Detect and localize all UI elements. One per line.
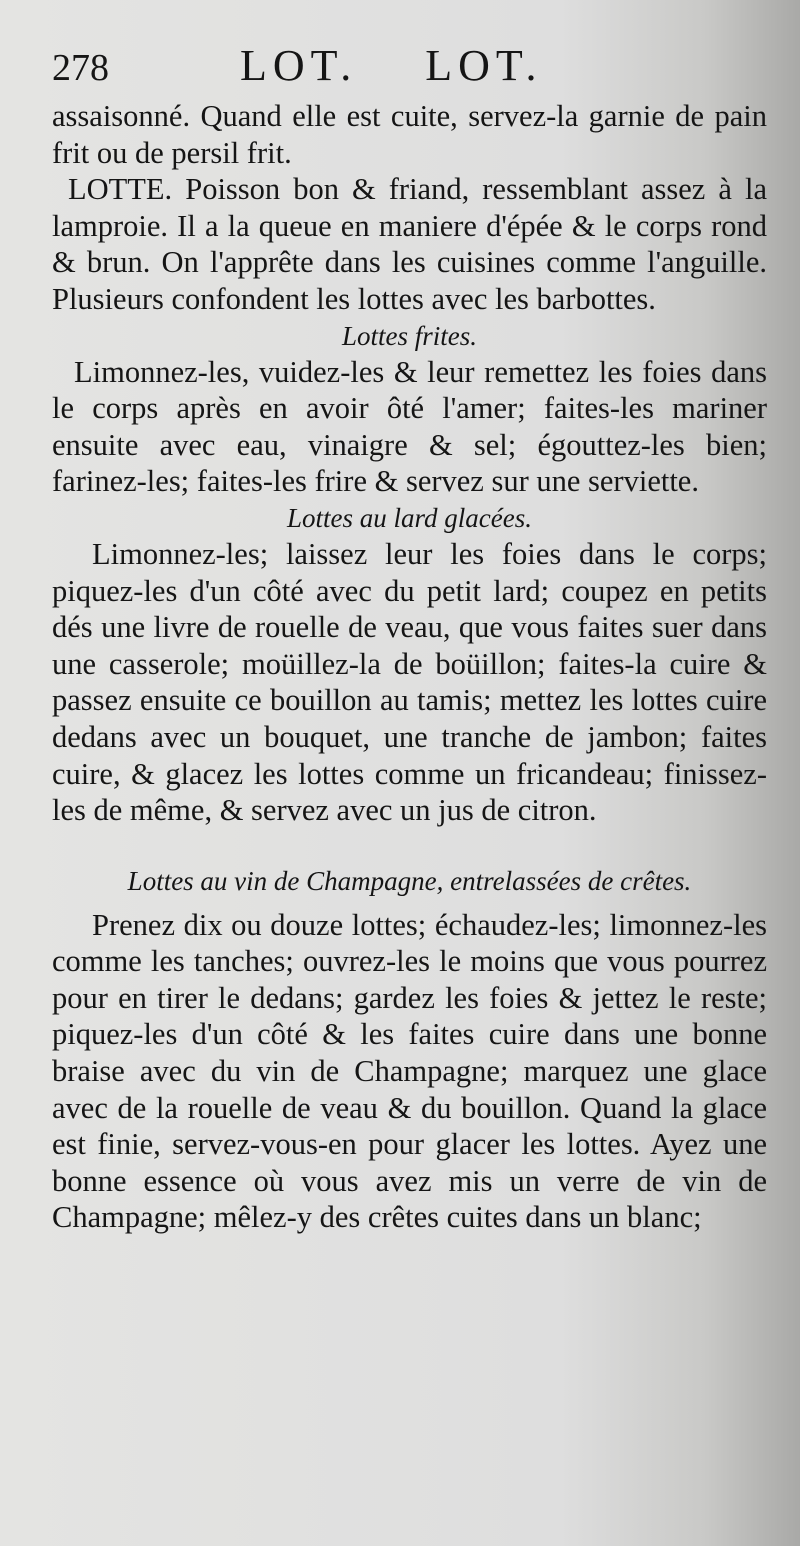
entry-lotte <box>52 171 767 317</box>
page-text <box>52 98 767 1236</box>
entry-headword: LOTTE. <box>68 172 173 207</box>
recipe-title-lottes-champagne: Lottes au vin de Champagne, entrelassées de crêtes. <box>127 865 692 896</box>
page-number: 278 <box>52 47 109 89</box>
continuation-paragraph: assaisonné. Quand elle est cuite, servez-la garnie de pain frit ou de persil frit. <box>52 99 767 170</box>
recipe-text-lottes-champagne: Prenez dix ou douze lottes; échaudez-les; limonnez-les comme les tanches; ouvrez-les le moins que vous pourrez pour en tirer le dedans; gardez les foies & jettez le reste; piquez-les d'un côté & les faites cuire dans une bonne braise avec du vin de Champagne; marquez une glace avec de la rouelle de veau & du bouillon. Quand la glace est finie, servez-vous-en pour glacer les lottes. Ayez une bonne essence où vous avez mis un verre de vin de Champagne; mêlez-y des crêtes cuites dans un blanc; <box>52 907 767 1235</box>
recipe-text-lottes-frites: Limonnez-les, vuidez-les & leur remettez les foies dans le corps après en avoir ôté l'amer; faites-les mariner ensuite avec eau, vinaigre & sel; égouttez-les bien; farinez-les; faites-les frire & servez sur une serviette. <box>52 354 767 499</box>
recipe-title-lottes-au-lard: Lottes au lard glacées. <box>287 502 532 533</box>
page-header <box>52 40 767 98</box>
entry-text: Poisson bon & friand, ressemblant assez à la lamproie. Il a la queue en maniere d'épée & le corps rond & brun. On l'apprête dans les cuisines comme l'anguille. Plusieurs confondent les lottes avec les barbottes. <box>52 172 767 316</box>
book-page <box>52 40 767 1236</box>
running-head-right: LOT. <box>425 41 543 90</box>
running-head-left: LOT. <box>240 41 358 90</box>
recipe-text-lottes-au-lard: Limonnez-les; laissez leur les foies dans le corps; piquez-les d'un côté avec du petit lard; coupez en petits dés une livre de rouelle de veau, que vous faites suer dans une casserole; moüillez-la de boüillon; faites-la cuire & passez ensuite ce bouillon au tamis; mettez les lottes cuire dedans avec un bouquet, une tranche de jambon; faites cuire, & glacez les lottes comme un fricandeau; finissez-les de même, & servez avec un jus de citron. <box>52 536 767 828</box>
recipe-title-lottes-frites: Lottes frites. <box>341 320 477 351</box>
